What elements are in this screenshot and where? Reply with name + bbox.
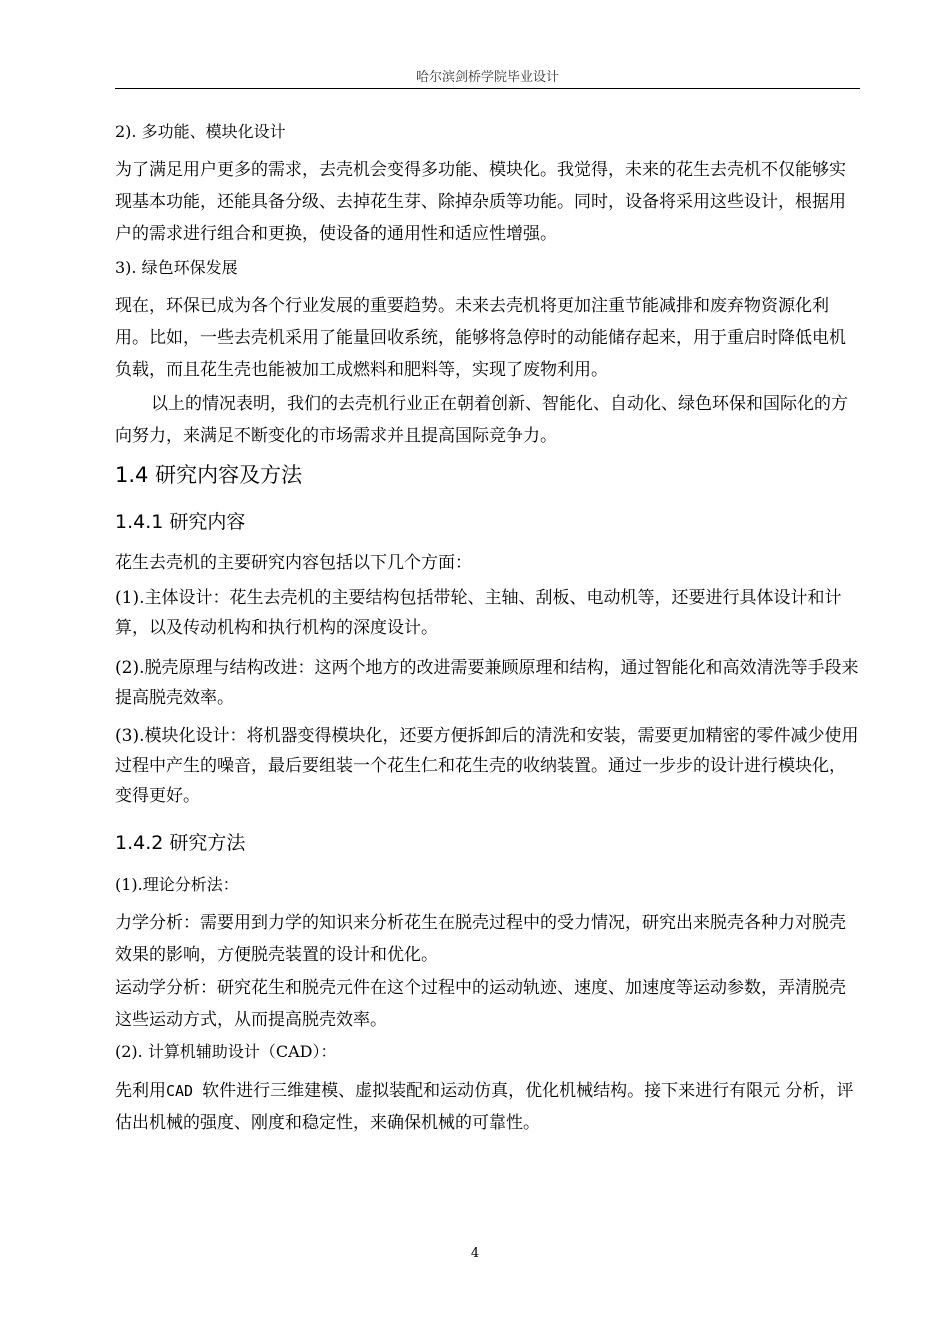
header-divider [115, 88, 860, 89]
method-cad-title: (2). 计算机辅助设计（CAD）： [115, 1042, 337, 1061]
list-item-1: (1).主体设计：花生去壳机的主要结构包括带轮、主轴、刮板、电动机等，还要进行具体设计和计算，以及传动机构和执行机构的深度设计。 [115, 588, 842, 638]
cad-prefix-text: 先利用 [115, 1081, 166, 1101]
subheading-green: 3). 绿色环保发展 [115, 258, 238, 277]
method-theory-title: (1).理论分析法： [115, 875, 239, 894]
paragraph-kinematics: 运动学分析：研究花生和脱壳元件在这个过程中的运动轨迹、速度、加速度等运动参数，弄清脱壳这些运动方式，从而提高脱壳效率。 [115, 978, 846, 1030]
paragraph-intro: 花生去壳机的主要研究内容包括以下几个方面： [115, 553, 472, 573]
paragraph-cad [115, 1075, 860, 1139]
paragraph-mechanics: 力学分析：需要用到力学的知识来分析花生在脱壳过程中的受力情况，研究出来脱壳各种力对脱壳效果的影响，方便脱壳装置的设计和优化。 [115, 913, 846, 965]
section-heading-1-4-2: 1.4.2 研究方法 [115, 832, 246, 854]
section-heading-1-4-1: 1.4.1 研究内容 [115, 511, 246, 533]
list-item-2: (2).脱壳原理与结构改进：这两个地方的改进需要兼顾原理和结构，通过智能化和高效清洗等手段来提高脱壳效率。 [115, 658, 859, 708]
cad-body-text: 软件进行三维建模、虚拟装配和运动仿真，优化机械结构。接下来进行有限元 分析，评估出机械的强度、刚度和稳定性，来确保机械的可靠性。 [115, 1081, 854, 1133]
paragraph-multifunction: 为了满足用户更多的需求，去壳机会变得多功能、模块化。我觉得，未来的花生去壳机不仅能够实现基本功能，还能具备分级、去掉花生芽、除掉杂质等功能。同时，设备将采用这些设计，根据用户的需求进行组合和更换，使设备的通用性和适应性增强。 [115, 160, 846, 244]
cad-term: CAD [166, 1082, 203, 1100]
paragraph-green: 现在，环保已成为各个行业发展的重要趋势。未来去壳机将更加注重节能减排和废弃物资源化利用。比如，一些去壳机采用了能量回收系统，能够将急停时的动能储存起来，用于重启时降低电机负载，而且花生壳也能被加工成燃料和肥料等，实现了废物利用。 [115, 296, 846, 380]
section-heading-1-4: 1.4 研究内容及方法 [115, 463, 303, 487]
subheading-multifunction: 2). 多功能、模块化设计 [115, 122, 286, 141]
paragraph-summary: 以上的情况表明，我们的去壳机行业正在朝着创新、智能化、自动化、绿色环保和国际化的方向努力，来满足不断变化的市场需求并且提高国际竞争力。 [115, 394, 848, 446]
page-header: 哈尔滨剑桥学院毕业设计 [415, 70, 559, 85]
list-item-3: (3).模块化设计：将机器变得模块化，还要方便拆卸后的清洗和安装，需要更加精密的零件减少使用过程中产生的噪音，最后要组装一个花生仁和花生壳的收纳装置。通过一步步的设计进行模块化，变得更好。 [115, 726, 859, 806]
page-number: 4 [470, 1246, 480, 1261]
